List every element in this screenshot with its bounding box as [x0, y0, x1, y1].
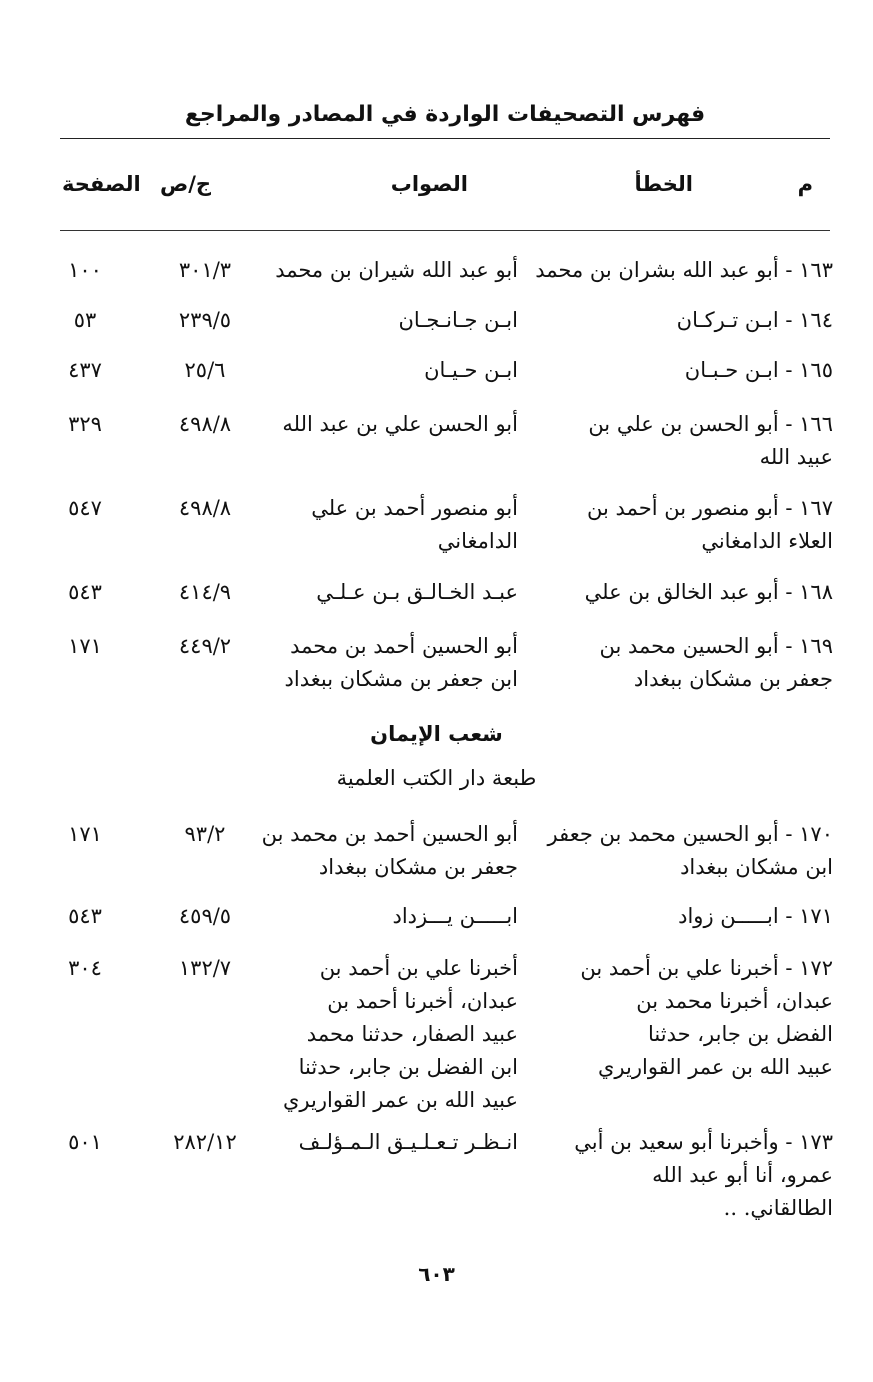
vol-page-cell: ٤٤٩/٢ [178, 634, 232, 658]
wrong-text: ١٦٩ - أبو الحسين محمد بن [599, 634, 833, 658]
running-head: فهرس التصحيفات الواردة في المصادر والمراجع [184, 102, 706, 127]
correct-text: أبو الحسين أحمد بن محمد [290, 634, 518, 658]
correct-text: ابن الفضل بن جابر، حدثنا [298, 1055, 518, 1079]
page-cell: ٣٢٩ [68, 412, 102, 436]
wrong-text: ١٦٦ - أبو الحسن بن علي بن [588, 412, 833, 436]
correct-cell [263, 254, 518, 287]
correct-text: أبو الحسن علي بن عبد الله [282, 412, 518, 436]
wrong-cell [533, 900, 833, 933]
correct-text: أبو عبد الله شيران بن محمد [275, 258, 518, 282]
wrong-text: الفضل بن جابر، حدثنا [647, 1022, 833, 1046]
vol-page-cell: ٢٣٩/٥ [178, 308, 232, 332]
page-cell: ١٧١ [68, 822, 102, 846]
correct-cell [263, 818, 518, 884]
wrong-text: ١٦٧ - أبو منصور بن أحمد بن [587, 496, 833, 520]
correct-cell [263, 952, 518, 1117]
correct-text: أبو الحسين أحمد بن محمد بن [261, 822, 518, 846]
wrong-text: ١٦٤ - ابـن تـركـان [676, 308, 833, 332]
wrong-text: ١٧١ - ابـــــن زواد [678, 904, 833, 928]
wrong-text: جعفر بن مشكان ببغداد [633, 667, 833, 691]
page-cell: ٥٤٣ [68, 904, 102, 928]
correct-cell [263, 492, 518, 558]
vol-page-cell: ٢٨٢/١٢ [173, 1130, 237, 1154]
wrong-cell [533, 254, 833, 287]
wrong-text: ١٦٨ - أبو عبد الخالق بن علي [584, 580, 833, 604]
page-cell: ٣٠٤ [68, 956, 102, 980]
correct-cell [263, 1126, 518, 1159]
wrong-text: ١٦٥ - ابـن حـبـان [684, 358, 833, 382]
correct-cell [263, 630, 518, 696]
correct-text: ابـــــن يـــزداد [392, 904, 518, 928]
correct-text: جعفر بن مشكان ببغداد [318, 855, 518, 879]
page-cell: ٥٣ [73, 308, 97, 332]
page-number: ٦٠٣ [418, 1262, 455, 1286]
correct-text: انـظـر تـعـلـيـق الـمـؤلـف [298, 1130, 518, 1154]
wrong-cell [533, 354, 833, 387]
page-cell: ١٧١ [68, 634, 102, 658]
wrong-text: ١٦٣ - أبو عبد الله بشران بن محمد [535, 258, 833, 282]
page-cell: ٥٤٣ [68, 580, 102, 604]
wrong-cell [533, 1126, 833, 1225]
wrong-text: ١٧٢ - أخبرنا علي بن أحمد بن [580, 956, 833, 980]
page-cell: ٥٠١ [68, 1130, 102, 1154]
wrong-text: عمرو، أنا أبو عبد الله [652, 1163, 833, 1187]
correct-cell [263, 408, 518, 441]
correct-cell [263, 304, 518, 337]
wrong-text: عبيد الله [759, 445, 833, 469]
wrong-cell [533, 304, 833, 337]
correct-text: عبيد الله بن عمر القواريري [282, 1088, 518, 1112]
correct-text: عبيد الصفار، حدثنا محمد [306, 1022, 518, 1046]
vol-page-cell: ٣٠١/٣ [178, 258, 232, 282]
correct-text: أبو منصور أحمد بن علي [311, 496, 518, 520]
wrong-text: الطالقاني. .. [723, 1196, 833, 1220]
vol-page-cell: ٤٩٨/٨ [178, 412, 232, 436]
header-rule [60, 138, 830, 139]
column-header-num: م [797, 172, 813, 196]
vol-page-cell: ٩٣/٢ [184, 822, 226, 846]
wrong-cell [533, 630, 833, 696]
wrong-text: العلاء الدامغاني [701, 529, 833, 553]
wrong-text: عبدان، أخبرنا محمد بن [636, 989, 833, 1013]
wrong-cell [533, 952, 833, 1084]
page-cell: ٤٣٧ [68, 358, 102, 382]
vol-page-cell: ٢٥/٦ [184, 358, 226, 382]
column-header-page: الصفحة [62, 172, 141, 196]
column-header-vol-page: ج/ص [160, 172, 212, 196]
correct-text: ابن جعفر بن مشكان ببغداد [284, 667, 518, 691]
correct-cell [263, 576, 518, 609]
wrong-text: ١٧٣ - وأخبرنا أبو سعيد بن أبي [574, 1130, 833, 1154]
correct-cell [263, 900, 518, 933]
wrong-cell [533, 492, 833, 558]
wrong-cell [533, 818, 833, 884]
vol-page-cell: ١٣٢/٧ [178, 956, 232, 980]
correct-text: ابـن حـيـان [424, 358, 518, 382]
vol-page-cell: ٤١٤/٩ [178, 580, 232, 604]
page-cell: ١٠٠ [68, 258, 102, 282]
correct-text: عبـد الخـالـق بـن عـلـي [316, 580, 518, 604]
column-header-correct: الصواب [390, 172, 468, 196]
correct-text: أخبرنا علي بن أحمد بن [319, 956, 518, 980]
wrong-text: ١٧٠ - أبو الحسين محمد بن جعفر [547, 822, 833, 846]
vol-page-cell: ٤٥٩/٥ [178, 904, 232, 928]
wrong-cell [533, 408, 833, 474]
column-rule [60, 230, 830, 231]
correct-text: عبدان، أخبرنا أحمد بن [327, 989, 518, 1013]
correct-text: ابـن جـانـجـان [398, 308, 518, 332]
vol-page-cell: ٤٩٨/٨ [178, 496, 232, 520]
wrong-text: عبيد الله بن عمر القواريري [597, 1055, 833, 1079]
column-header-wrong: الخطأ [634, 172, 693, 196]
wrong-cell [533, 576, 833, 609]
correct-cell [263, 354, 518, 387]
section-title: شعب الإيمان [370, 722, 503, 746]
page-cell: ٥٤٧ [68, 496, 102, 520]
correct-text: الدامغاني [437, 529, 518, 553]
wrong-text: ابن مشكان ببغداد [680, 855, 833, 879]
section-subtitle: طبعة دار الكتب العلمية [336, 766, 537, 790]
